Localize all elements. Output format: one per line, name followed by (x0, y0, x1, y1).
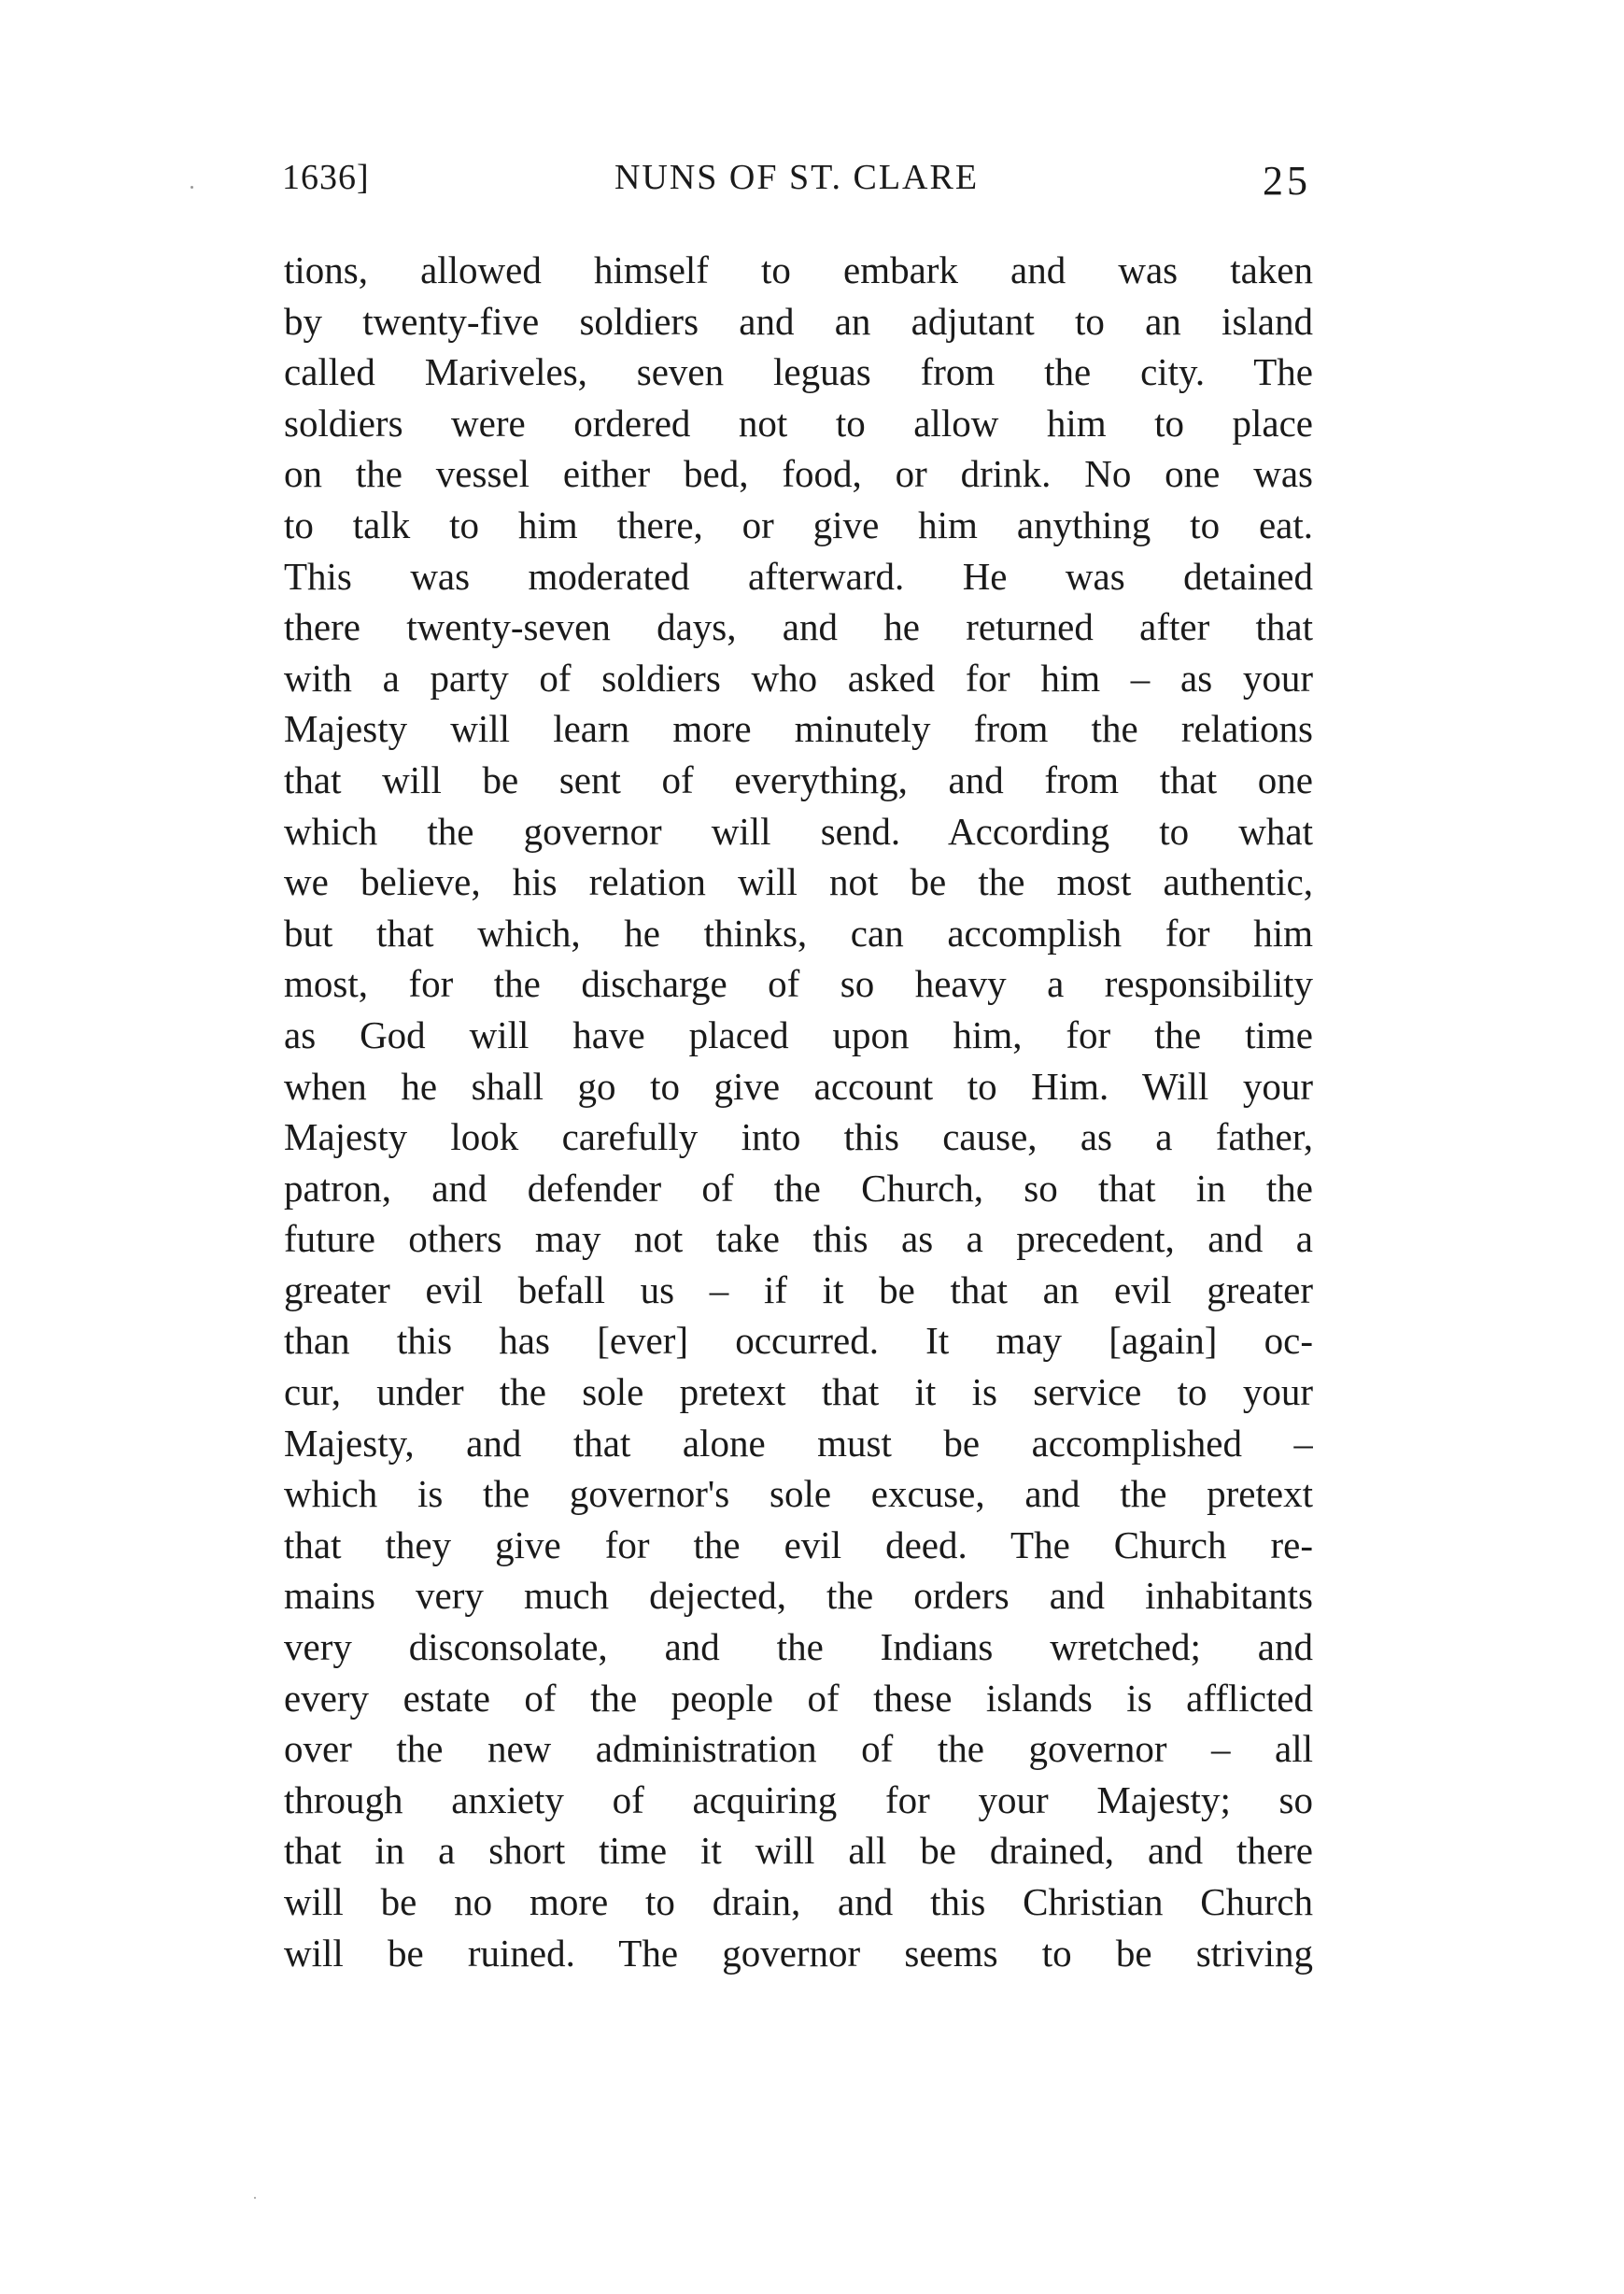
scan-speck (191, 186, 193, 189)
text-line: which is the governor's sole excuse, and the pretext (284, 1472, 1313, 1516)
text-line: every estate of the people of these islands is afflicted (284, 1676, 1313, 1720)
text-line: will be ruined. The governor seems to be striving (284, 1931, 1313, 1975)
body-text (284, 245, 1313, 1978)
text-line: Majesty will learn more minutely from the relations (284, 707, 1313, 751)
text-line: called Mariveles, seven leguas from the city. The (284, 350, 1313, 394)
text-line: by twenty-five soldiers and an adjutant to an island (284, 299, 1313, 343)
text-line: future others may not take this as a precedent, and a (284, 1217, 1313, 1261)
text-line: very disconsolate, and the Indians wretched; and (284, 1625, 1313, 1669)
text-line: that they give for the evil deed. The Church re- (284, 1522, 1313, 1566)
text-line: when he shall go to give account to Him. Will your (284, 1064, 1313, 1108)
text-line: than this has [ever] occurred. It may [again] oc- (284, 1319, 1313, 1363)
running-head-title: NUNS OF ST. CLARE (614, 158, 980, 197)
text-line: Majesty, and that alone must be accomplished – (284, 1421, 1313, 1465)
text-line: we believe, his relation will not be the most authentic, (284, 860, 1313, 904)
text-line: but that which, he thinks, can accomplish for him (284, 911, 1313, 955)
text-line: over the new administration of the governor – all (284, 1727, 1313, 1771)
text-line: tions, allowed himself to embark and was taken (284, 248, 1313, 291)
running-head-year: 1636] (282, 158, 370, 197)
text-line: mains very much dejected, the orders and inhabitants (284, 1574, 1313, 1618)
text-line: with a party of soldiers who asked for him – as your (284, 656, 1313, 700)
text-line: will be no more to drain, and this Christian Church (284, 1880, 1313, 1923)
page-number: 25 (1263, 158, 1311, 204)
text-line: cur, under the sole pretext that it is service to your (284, 1370, 1313, 1414)
running-head (282, 157, 1311, 204)
text-line: patron, and defender of the Church, so that in the (284, 1166, 1313, 1210)
text-line: on the vessel either bed, food, or drink. No one was (284, 452, 1313, 496)
text-line: that in a short time it will all be drained, and there (284, 1829, 1313, 1873)
text-line: that will be sent of everything, and from that one (284, 758, 1313, 801)
text-line: This was moderated afterward. He was detained (284, 554, 1313, 598)
text-line: which the governor will send. According to what (284, 809, 1313, 853)
scan-speck (254, 2197, 256, 2199)
text-line: through anxiety of acquiring for your Majesty; so (284, 1777, 1313, 1821)
text-line: most, for the discharge of so heavy a responsibility (284, 962, 1313, 1006)
text-line: soldiers were ordered not to allow him to place (284, 401, 1313, 445)
text-line: as God will have placed upon him, for the time (284, 1012, 1313, 1056)
text-line: there twenty-seven days, and he returned after that (284, 605, 1313, 649)
text-line: Majesty look carefully into this cause, as a father, (284, 1115, 1313, 1159)
text-line: to talk to him there, or give him anything to eat. (284, 503, 1313, 546)
text-line: greater evil befall us – if it be that an evil greater (284, 1267, 1313, 1311)
